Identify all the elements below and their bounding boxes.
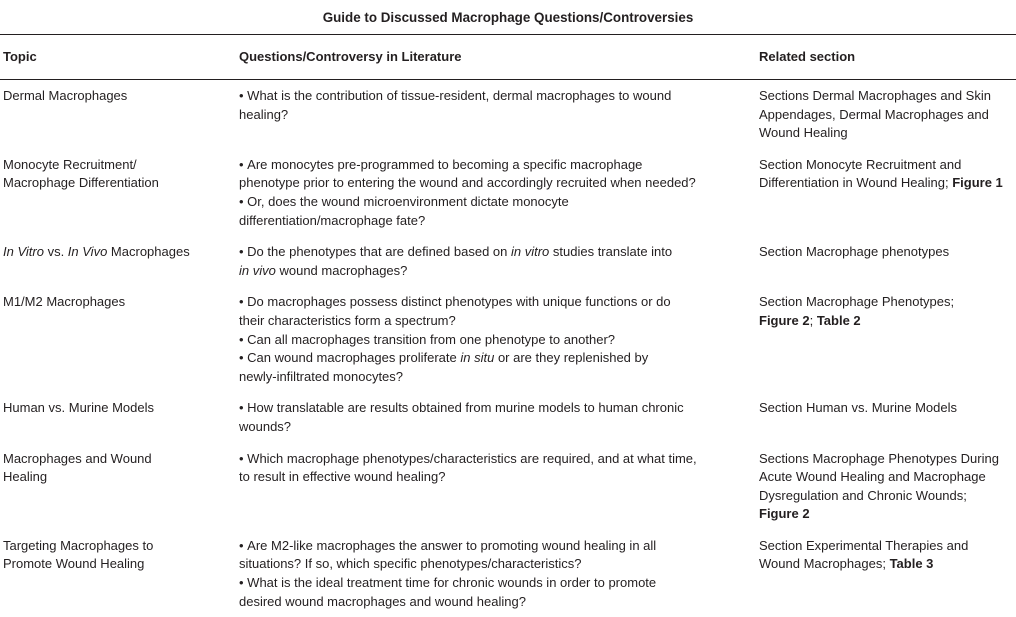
question-line — [247, 350, 648, 365]
related-line — [759, 487, 1016, 506]
questions-cell — [236, 530, 756, 617]
text-run: wound macrophages? — [276, 263, 408, 278]
question-line: situations? If so, which specific phenotypes/characteristics? — [239, 555, 756, 574]
header-related: Related section — [756, 35, 1016, 80]
question-line: their characteristics form a spectrum? — [239, 312, 756, 331]
italic-term: in vitro — [511, 244, 549, 259]
table-row — [0, 443, 1016, 530]
text-run: Dysregulation and Chronic Wounds; — [759, 488, 967, 503]
text-run: Appendages, Dermal Macrophages and — [759, 107, 989, 122]
question-line: What is the ideal treatment time for chronic wounds in order to promote — [247, 575, 656, 590]
related-line — [759, 87, 1016, 106]
related-line — [759, 555, 1016, 574]
text-run: Section Experimental Therapies and — [759, 538, 968, 553]
question-line: Are monocytes pre-programmed to becoming a specific macrophage — [247, 157, 642, 172]
cross-reference: Table 2 — [817, 313, 861, 328]
related-cell — [756, 530, 1016, 617]
text-run: Differentiation in Wound Healing; — [759, 175, 952, 190]
cross-reference: Table 3 — [890, 556, 934, 571]
text-run: Acute Wound Healing and Macrophage — [759, 469, 986, 484]
question-line: phenotype prior to entering the wound and accordingly recruited when needed? — [239, 174, 756, 193]
header-questions: Questions/Controversy in Literature — [236, 35, 756, 80]
text-run: Sections Macrophage Phenotypes During — [759, 451, 999, 466]
text-run: newly-infiltrated monocytes? — [239, 369, 403, 384]
table-row — [0, 286, 1016, 392]
related-line — [759, 312, 1016, 331]
italic-term: In Vitro — [3, 244, 44, 259]
related-line — [759, 106, 1016, 125]
header-topic: Topic — [0, 35, 236, 80]
question-line — [239, 262, 756, 281]
topic-line: Targeting Macrophages to — [3, 537, 236, 556]
question-item — [239, 349, 756, 386]
topic-cell — [0, 286, 236, 392]
related-line — [759, 124, 1016, 143]
cross-reference: Figure 2 — [759, 313, 810, 328]
table-row — [0, 80, 1016, 149]
topic-line: Macrophage Differentiation — [3, 174, 236, 193]
topic-cell — [0, 443, 236, 530]
question-item — [239, 450, 756, 487]
topic-line: M1/M2 Macrophages — [3, 293, 236, 312]
topic-line: Healing — [3, 468, 236, 487]
question-line: Can all macrophages transition from one phenotype to another? — [247, 332, 615, 347]
question-line: wounds? — [239, 418, 756, 437]
italic-term: In Vivo — [68, 244, 108, 259]
related-line — [759, 174, 1016, 193]
question-line: differentiation/macrophage fate? — [239, 212, 756, 231]
text-run: Sections Dermal Macrophages and Skin — [759, 88, 991, 103]
related-line — [759, 505, 1016, 524]
controversies-table — [0, 35, 1016, 617]
table-title: Guide to Discussed Macrophage Questions/Controversies — [0, 0, 1016, 33]
related-line — [759, 156, 1016, 175]
related-cell — [756, 286, 1016, 392]
question-item — [239, 399, 756, 436]
question-item — [239, 87, 756, 124]
text-run: or are they replenished by — [494, 350, 648, 365]
related-cell — [756, 149, 1016, 236]
topic-line: Promote Wound Healing — [3, 555, 236, 574]
related-cell — [756, 392, 1016, 442]
questions-cell — [236, 80, 756, 149]
text-run: Wound Macrophages; — [759, 556, 890, 571]
text-run: vs. — [44, 244, 68, 259]
question-line: Are M2-like macrophages the answer to promoting wound healing in all — [247, 538, 656, 553]
question-item — [239, 293, 756, 330]
topic-cell — [0, 80, 236, 149]
table-row — [0, 149, 1016, 236]
question-line: to result in effective wound healing? — [239, 468, 756, 487]
italic-term: in vivo — [239, 263, 276, 278]
question-line — [239, 368, 756, 387]
related-line — [759, 450, 1016, 469]
question-line: Which macrophage phenotypes/characteristics are required, and at what time, — [247, 451, 696, 466]
questions-cell — [236, 149, 756, 236]
related-line — [759, 537, 1016, 556]
related-line — [759, 399, 1016, 418]
table-row — [0, 236, 1016, 286]
text-run: Section Human vs. Murine Models — [759, 400, 957, 415]
cross-reference: Figure 1 — [952, 175, 1003, 190]
topic-line: Macrophages and Wound — [3, 450, 236, 469]
question-item — [239, 156, 756, 193]
related-cell — [756, 236, 1016, 286]
header-row — [0, 35, 1016, 80]
related-cell — [756, 443, 1016, 530]
table-row — [0, 392, 1016, 442]
cross-reference: Figure 2 — [759, 506, 810, 521]
question-item — [239, 243, 756, 280]
topic-line: Human vs. Murine Models — [3, 399, 236, 418]
table-body — [0, 80, 1016, 617]
questions-cell — [236, 443, 756, 530]
question-line — [247, 244, 672, 259]
topic-line — [3, 243, 236, 262]
related-line — [759, 468, 1016, 487]
text-run: Can wound macrophages proliferate — [247, 350, 460, 365]
italic-term: in situ — [460, 350, 494, 365]
text-run: ; — [810, 313, 817, 328]
questions-cell — [236, 286, 756, 392]
topic-cell — [0, 149, 236, 236]
questions-cell — [236, 236, 756, 286]
text-run: Section Monocyte Recruitment and — [759, 157, 961, 172]
text-run: Section Macrophage Phenotypes; — [759, 294, 954, 309]
topic-cell — [0, 236, 236, 286]
question-item — [239, 193, 756, 230]
text-run: Section Macrophage phenotypes — [759, 244, 949, 259]
question-item — [239, 574, 756, 611]
question-line: desired wound macrophages and wound healing? — [239, 593, 756, 612]
question-line: How translatable are results obtained from murine models to human chronic — [247, 400, 683, 415]
question-line: What is the contribution of tissue-resident, dermal macrophages to wound — [247, 88, 671, 103]
question-line: Or, does the wound microenvironment dictate monocyte — [247, 194, 569, 209]
related-line — [759, 293, 1016, 312]
related-cell — [756, 80, 1016, 149]
text-run: studies translate into — [549, 244, 672, 259]
questions-cell — [236, 392, 756, 442]
table-row — [0, 530, 1016, 617]
text-run: Wound Healing — [759, 125, 848, 140]
question-line: healing? — [239, 106, 756, 125]
text-run: Do the phenotypes that are defined based on — [247, 244, 511, 259]
topic-line: Dermal Macrophages — [3, 87, 236, 106]
text-run: Macrophages — [107, 244, 189, 259]
related-line — [759, 243, 1016, 262]
topic-cell — [0, 530, 236, 617]
question-line: Do macrophages possess distinct phenotypes with unique functions or do — [247, 294, 670, 309]
question-item — [239, 537, 756, 574]
topic-cell — [0, 392, 236, 442]
question-item — [239, 331, 756, 350]
topic-line: Monocyte Recruitment/ — [3, 156, 236, 175]
